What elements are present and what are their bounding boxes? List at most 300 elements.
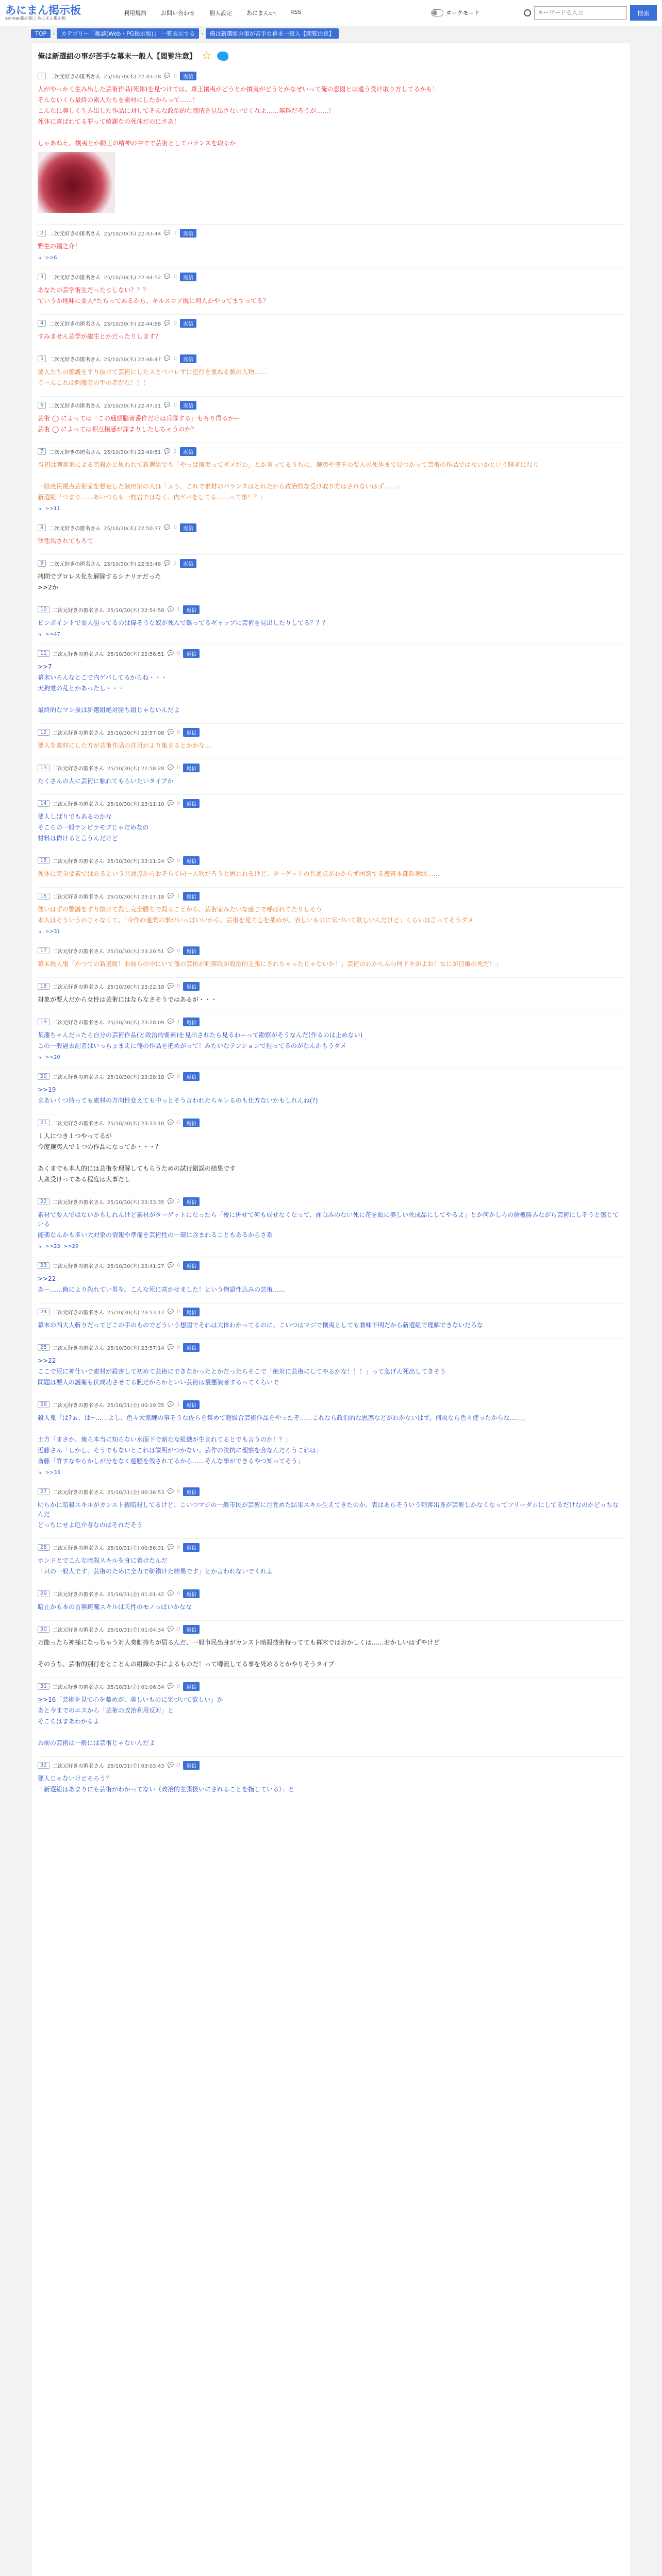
post — [38, 724, 624, 759]
post-body — [38, 367, 624, 387]
reply-bubble-icon: 💬 — [167, 948, 174, 954]
nav-contact[interactable]: お問い合わせ — [161, 10, 195, 16]
poster-name: 二次元好きの匿名さん — [49, 562, 101, 567]
post — [38, 1114, 624, 1193]
reply-button[interactable]: 返信 — [183, 892, 200, 901]
reply-anchors — [38, 506, 624, 512]
reply-count: 0 — [177, 651, 180, 656]
post-body — [38, 285, 624, 306]
post-line: 幕末殺人鬼「かつての新選組！お前らの中にいて俺の芸術が刺客政が政治的主張にされちゃったじゃないか！」芸術のわからん与何ドキがよお！なにが目編の死だ！」 — [38, 960, 502, 968]
reply-bubble-icon: 💬 — [167, 1309, 174, 1315]
reply-anchors — [38, 929, 624, 935]
poster-name: 二次元好きの匿名さん — [49, 321, 101, 327]
post-line: >>22 — [38, 1275, 56, 1282]
post-date: 25/10/31(金) 00:56:31 — [107, 1546, 164, 1551]
poster-name: 二次元好きの匿名さん — [52, 608, 104, 614]
post-line: あー……俺により殺れてい男を。こんな死に咲かせました！という物語性込みの芸術…… — [38, 1286, 286, 1293]
post-line: 素材で要人ではないかもしれんけど素材がターゲットになったら「後に併せて何も成せなくなって、面白みのない死に花を頭に美しい死成品にしてやるよ」とか何かしらの倫覆勝みながら芸術にしそうと感じている — [38, 1211, 619, 1228]
reply-bubble-icon: 💬 — [167, 1545, 174, 1550]
reply-button[interactable]: 返信 — [183, 1487, 200, 1496]
reply-button[interactable]: 返信 — [183, 982, 200, 991]
post-body — [38, 414, 624, 434]
post-number[interactable]: 19 — [38, 1019, 49, 1025]
post-number[interactable]: 12 — [38, 729, 49, 736]
reply-button[interactable]: 返信 — [183, 1118, 200, 1127]
post — [38, 942, 624, 978]
post-meta — [38, 1543, 624, 1552]
post-line: こんなに美しく生み出した作品に対してそんな政治的な感情を見出さないでくれよ……無粋だろうが……！ — [38, 107, 335, 114]
post-body — [38, 1085, 624, 1105]
post-meta — [38, 1761, 624, 1770]
reply-arrow-icon: ↳ — [38, 1244, 42, 1249]
reply-button[interactable]: 返信 — [180, 401, 196, 410]
reply-count: 0 — [173, 525, 177, 531]
toggle-switch-icon[interactable] — [431, 9, 443, 16]
post-date: 25/10/30(木) 22:44:58 — [104, 321, 161, 327]
post-number[interactable]: 21 — [38, 1120, 49, 1126]
post — [38, 1621, 624, 1678]
reply-anchor-link[interactable]: >>47 — [45, 632, 60, 637]
reply-button[interactable]: 返信 — [183, 856, 200, 865]
poster-name: 二次元好きの匿名さん — [49, 526, 101, 532]
post-body — [38, 1500, 624, 1530]
post-line: ピンポイントで要人狙ってるのは偉そうな奴が死んで難ってるギャップに芸術を見出したりしてる？？？ — [38, 619, 329, 626]
reply-button[interactable]: 返信 — [180, 447, 196, 456]
post-number[interactable]: 28 — [38, 1544, 49, 1551]
search-icon — [524, 9, 531, 16]
post-line: 死体に喜ばれてる罪って綺麗なの死体だのにさあ！ — [38, 118, 180, 125]
post-number[interactable]: 22 — [38, 1198, 49, 1205]
poster-name: 二次元好きの匿名さん — [52, 766, 104, 772]
post-number[interactable]: 13 — [38, 765, 49, 771]
reply-bubble-icon: 💬 — [167, 1591, 174, 1597]
post-body — [38, 1695, 624, 1748]
post — [38, 1396, 624, 1483]
post-date: 25/10/30(木) 23:22:18 — [107, 985, 164, 990]
reply-button[interactable]: 返信 — [183, 1543, 200, 1552]
post-date: 25/10/30(木) 22:43:18 — [104, 74, 161, 80]
post-body — [38, 1556, 624, 1576]
post-body — [38, 1774, 624, 1794]
reply-button[interactable]: 返信 — [180, 229, 196, 238]
post-meta — [38, 1589, 624, 1598]
post — [38, 795, 624, 852]
favorite-star-icon[interactable]: ☆ — [202, 49, 212, 62]
logo-title: あにまん掲示板 — [5, 4, 81, 16]
post-number[interactable]: 1 — [38, 73, 46, 79]
post-meta — [38, 764, 624, 772]
post — [38, 397, 624, 443]
poster-name: 二次元好きの匿名さん — [52, 1685, 104, 1690]
search-button[interactable]: 検索 — [630, 5, 657, 21]
reply-anchor-link[interactable]: >>29 — [63, 1244, 79, 1249]
post-date: 25/10/31(金) 00:36:53 — [107, 1490, 164, 1496]
reply-bubble-icon: 💬 — [167, 1074, 174, 1079]
poster-name: 二次元好きの匿名さん — [52, 1546, 104, 1551]
reply-anchor-link[interactable]: >>23 — [45, 1244, 60, 1249]
twitter-share-icon[interactable] — [217, 52, 228, 61]
post-line: 能楽なんかも多い大対象の情報や準備を芸術性の一環に含まれることもあるからさ系 — [38, 1231, 273, 1239]
post-meta — [38, 649, 624, 658]
post-body — [38, 618, 624, 628]
poster-name: 二次元好きの匿名さん — [52, 949, 104, 955]
reply-bubble-icon: 💬 — [167, 1684, 174, 1689]
post — [38, 888, 624, 942]
post — [38, 601, 624, 645]
post-body — [38, 1131, 624, 1184]
poster-name: 二次元好きの匿名さん — [52, 1592, 104, 1598]
reply-bubble-icon: 💬 — [167, 1120, 174, 1126]
post-number[interactable]: 2 — [38, 230, 46, 236]
poster-name: 二次元好きの匿名さん — [52, 1764, 104, 1769]
post-number[interactable]: 30 — [38, 1626, 49, 1633]
site-logo[interactable] — [0, 5, 108, 21]
reply-button[interactable]: 返信 — [183, 946, 200, 955]
post-meta — [38, 1118, 624, 1127]
poster-name: 二次元好きの匿名さん — [49, 231, 101, 237]
post-number[interactable]: 5 — [38, 355, 46, 362]
post-number[interactable]: 6 — [38, 402, 46, 409]
post-number[interactable]: 26 — [38, 1401, 49, 1408]
post — [38, 519, 624, 555]
post-meta — [38, 1625, 624, 1634]
post-number[interactable]: 29 — [38, 1590, 49, 1597]
post-line: そこらの一般テンピラモブじゃだめなの — [38, 824, 149, 831]
reply-button[interactable]: 返信 — [183, 605, 200, 614]
post-body — [38, 1356, 624, 1387]
reply-count: 0 — [177, 765, 180, 771]
post-meta — [38, 605, 624, 614]
search-input[interactable] — [534, 6, 627, 20]
post-body — [38, 1602, 624, 1612]
post-number[interactable]: 7 — [38, 448, 46, 455]
post-meta — [38, 799, 624, 808]
dark-mode-toggle[interactable] — [431, 9, 479, 17]
post-number[interactable]: 11 — [38, 650, 49, 657]
post-line: 彼いはずの警護をすり抜けて殺し完全勝ちで殺ることから、芸術家みたいな感じで呼ばれてたりしそう — [38, 906, 322, 913]
post-meta — [38, 559, 624, 568]
post-number[interactable]: 14 — [38, 800, 49, 807]
reply-count: 0 — [177, 1626, 180, 1632]
reply-count: 1 — [173, 561, 177, 566]
post-meta — [38, 319, 624, 328]
post — [38, 1068, 624, 1114]
post-date: 25/10/30(木) 22:43:44 — [104, 231, 161, 237]
post-number[interactable]: 4 — [38, 320, 46, 327]
breadcrumb-thread[interactable]: 俺は新選組の事が苦手な幕末一般人【閲覧注意】 — [206, 28, 339, 39]
post-line: たくさんの人に芸術に触れてもらいたいタイプか — [38, 777, 174, 785]
reply-button[interactable]: 返信 — [180, 354, 196, 363]
post-body — [38, 1210, 624, 1240]
post-body — [38, 1274, 624, 1294]
reply-count: 0 — [177, 801, 180, 806]
post-meta — [38, 1400, 624, 1409]
reply-button[interactable]: 返信 — [180, 319, 196, 328]
post-line: 近藤さん「しかし、そうでもないとこれは説明がつかない。芸作の決抗に理察を合なんだろうこれは」 — [38, 1447, 323, 1454]
post-line: 問題は要人の護衛も伏成功させてる腕だからかといい芸術は最悪演者するってくらいで — [38, 1379, 279, 1386]
reply-count: 0 — [173, 402, 177, 408]
post — [38, 350, 624, 397]
post — [38, 67, 624, 225]
reply-anchor-link[interactable]: >>31 — [45, 929, 60, 935]
post-date: 25/10/31(金) 01:04:34 — [107, 1628, 164, 1633]
reply-count: 0 — [173, 73, 177, 79]
post-line — [38, 471, 624, 480]
poster-name: 二次元好きの匿名さん — [49, 275, 101, 281]
reply-anchors — [38, 1244, 624, 1249]
post-meta — [38, 1343, 624, 1352]
nav-settings[interactable]: 個人設定 — [209, 10, 232, 16]
post-line: 本人はそういうのじゃなくて、「今作の通業の事がいっぱいいから、芸術を見て心を薬めが、表しいものに気づいて欲しいんだけど」くらいは言ってそうダメ — [38, 917, 474, 924]
reply-count: 0 — [177, 948, 180, 954]
reply-button[interactable]: 返信 — [183, 764, 200, 772]
post-line: この一般過去記者はいっちょまえに俺の作品を把めがって！みたいなテンションで狙ってるのがなんかもうダメ — [38, 1042, 346, 1049]
reply-bubble-icon: 💬 — [164, 73, 171, 79]
reply-bubble-icon: 💬 — [167, 1762, 174, 1768]
post-line: 材料は偉けると言うんだけど — [38, 835, 119, 842]
nav-rss[interactable]: RSS — [290, 9, 302, 15]
reply-anchors — [38, 255, 624, 261]
post-line: 大衆受けってある程度は大事だし — [38, 1176, 131, 1183]
reply-button[interactable]: 返信 — [183, 1625, 200, 1634]
post-line: うーんこれは刺激者の手の者だな！！！ — [38, 379, 150, 386]
post-line: 新選組「つまり……あいつらも一枚岩ではなく、内ゲバをしてる……って事！？」 — [38, 494, 267, 501]
post-line: すみません芸学が龍生とかだったりします？ — [38, 333, 162, 340]
post-line: 人がやっかく生み出した芸術作品(死体)を見つけては、尊王攘夷がどうとか攘夷がどうとかなぜいって俺の意図とは違う受け取り方してるかも！ — [38, 86, 439, 93]
reply-arrow-icon: ↳ — [38, 506, 42, 512]
poster-name: 二次元好きの匿名さん — [52, 1628, 104, 1633]
post-date: 25/10/30(木) 23:28:09 — [107, 1020, 164, 1026]
post-number[interactable]: 31 — [38, 1683, 49, 1690]
reply-button[interactable]: 返信 — [183, 1343, 200, 1352]
reply-button[interactable]: 返信 — [180, 72, 196, 80]
post-line — [38, 128, 624, 137]
post-number[interactable]: 25 — [38, 1344, 49, 1351]
poster-name: 二次元好きの匿名さん — [49, 74, 101, 80]
post-date: 25/10/30(木) 22:56:51 — [107, 652, 164, 657]
post-line: 最終的なマシ扱は新選組絶対勝ち組じゃないんだよ — [38, 706, 180, 714]
poster-name: 二次元好きの匿名さん — [52, 1346, 104, 1351]
reply-count: 0 — [177, 1545, 180, 1550]
top-nav — [124, 9, 302, 17]
post-line: お前の芸術は一般には芸術じゃないんだよ — [38, 1739, 156, 1747]
post-line: 明らかに暗殺スキルがカンスト殺暗殺してるけど、こいつマジの一般市民が芸術に目覚めた結果スキル生えてきたのか、表はあらそういう刺客出身が芸術しかなくなってフリーダムにしてるだけなのかどっちなんだ — [38, 1501, 619, 1518]
poster-name: 二次元好きの匿名さん — [52, 1264, 104, 1269]
post-body — [38, 332, 624, 341]
reply-button[interactable]: 返信 — [183, 1261, 200, 1270]
post-meta — [38, 523, 624, 532]
post-meta — [38, 946, 624, 955]
post-list — [38, 67, 624, 1803]
breadcrumb-separator-icon: › — [53, 30, 55, 37]
reply-button[interactable]: 返信 — [183, 1682, 200, 1691]
poster-name: 二次元好きの匿名さん — [49, 403, 101, 409]
post-number[interactable]: 20 — [38, 1073, 49, 1080]
post — [38, 1339, 624, 1396]
post — [38, 225, 624, 268]
post-line: 斎藤「許すなやらかしが分をなく遊騒を残されてるから……そんな事ができるやつ知ってそう」 — [38, 1458, 304, 1465]
post-line: >>22 — [38, 1357, 56, 1364]
post-number[interactable]: 10 — [38, 606, 49, 613]
post-line: １人につき１つやってるが — [38, 1132, 112, 1140]
reply-count: 1 — [173, 230, 177, 236]
reply-count: 0 — [173, 274, 177, 280]
reply-button[interactable]: 返信 — [183, 1072, 200, 1081]
reply-button[interactable]: 返信 — [183, 1400, 200, 1409]
reply-button[interactable]: 返信 — [183, 1589, 200, 1598]
breadcrumb-separator-icon: › — [201, 30, 204, 37]
breadcrumb-category[interactable]: カテゴリー「雑談(Web・PG掲示板)」 一覧表示する — [57, 28, 199, 39]
post-meta — [38, 1308, 624, 1316]
reply-button[interactable]: 返信 — [183, 1197, 200, 1206]
post-line: >>2か — [38, 584, 58, 591]
post-number[interactable]: 8 — [38, 524, 46, 531]
post-number[interactable]: 3 — [38, 274, 46, 280]
reply-count: 1 — [173, 449, 177, 454]
reply-arrow-icon: ↳ — [38, 255, 42, 261]
post-meta — [38, 1261, 624, 1270]
poster-name: 二次元好きの匿名さん — [49, 357, 101, 363]
reply-bubble-icon: 💬 — [167, 1019, 174, 1025]
reply-bubble-icon: 💬 — [164, 320, 171, 326]
poster-name: 二次元好きの匿名さん — [52, 1200, 104, 1206]
reply-bubble-icon: 💬 — [167, 1402, 174, 1408]
post-body — [38, 1030, 624, 1050]
reply-button[interactable]: 返信 — [183, 799, 200, 808]
post-body — [38, 776, 624, 786]
post-line: 幕末いろんなとこで内ゲバしてるからね・・・ — [38, 674, 168, 681]
post — [38, 1757, 624, 1803]
post-date: 25/10/30(木) 23:53:12 — [107, 1310, 164, 1316]
post — [38, 1585, 624, 1621]
poster-name: 二次元好きの匿名さん — [52, 985, 104, 990]
post-line — [38, 1649, 624, 1658]
post — [38, 1678, 624, 1757]
reply-count: 0 — [177, 984, 180, 989]
reply-count: 1 — [177, 607, 180, 613]
reply-bubble-icon: 💬 — [167, 858, 174, 863]
post-date: 25/10/31(金) 01:06:34 — [107, 1685, 164, 1690]
post-number[interactable]: 24 — [38, 1309, 49, 1315]
post-meta — [38, 354, 624, 363]
thread-container — [31, 43, 631, 2576]
post-number[interactable]: 17 — [38, 947, 49, 954]
reply-count: 0 — [177, 1309, 180, 1315]
post-date: 25/10/30(木) 23:33:35 — [107, 1200, 164, 1206]
reply-bubble-icon: 💬 — [167, 1489, 174, 1495]
reply-arrow-icon: ↳ — [38, 929, 42, 935]
post — [38, 1193, 624, 1257]
header-right — [431, 5, 662, 21]
post-number[interactable]: 9 — [38, 560, 46, 567]
post-date: 25/10/30(木) 22:57:08 — [107, 731, 164, 736]
reply-button[interactable]: 返信 — [183, 649, 200, 658]
post-meta — [38, 982, 624, 991]
reply-anchor-link[interactable]: >>33 — [45, 1470, 60, 1476]
post-line: 個性出されてもろて — [38, 537, 93, 545]
post-meta — [38, 892, 624, 901]
reply-button[interactable]: 返信 — [180, 273, 196, 281]
poster-name: 二次元好きの匿名さん — [52, 802, 104, 807]
poster-name: 二次元好きの匿名さん — [52, 652, 104, 657]
reply-button[interactable]: 返信 — [183, 1761, 200, 1770]
post-line: >>19 — [38, 1086, 56, 1093]
reply-arrow-icon: ↳ — [38, 1055, 42, 1060]
reply-count: 0 — [177, 1684, 180, 1689]
reply-bubble-icon: 💬 — [164, 356, 171, 362]
post-line — [38, 1424, 624, 1433]
reply-button[interactable]: 返信 — [183, 1018, 200, 1026]
post-meta — [38, 229, 624, 238]
reply-bubble-icon: 💬 — [164, 561, 171, 566]
post-number[interactable]: 18 — [38, 983, 49, 990]
poster-name: 二次元好きの匿名さん — [52, 731, 104, 736]
reply-count: 0 — [177, 858, 180, 863]
post-date: 25/10/30(木) 22:58:28 — [107, 766, 164, 772]
post-body — [38, 905, 624, 925]
reply-count: 0 — [177, 1263, 180, 1268]
post-meta — [38, 728, 624, 737]
reply-button[interactable]: 返信 — [180, 523, 196, 532]
post-date: 25/10/30(木) 22:49:51 — [104, 450, 161, 455]
reply-bubble-icon: 💬 — [167, 1345, 174, 1350]
reply-count: 1 — [177, 893, 180, 899]
post-number[interactable]: 27 — [38, 1488, 49, 1495]
reply-bubble-icon: 💬 — [167, 765, 174, 771]
post-line: 要人しばりでもあるのかな — [38, 813, 112, 820]
reply-anchor-link[interactable]: >>11 — [45, 506, 60, 512]
post — [38, 555, 624, 601]
reply-count: 0 — [177, 1591, 180, 1597]
breadcrumb-top[interactable]: TOP — [31, 29, 51, 38]
reply-button[interactable]: 返信 — [183, 728, 200, 737]
post — [38, 1483, 624, 1539]
post — [38, 1013, 624, 1068]
reply-anchor-link[interactable]: >>20 — [45, 1055, 60, 1060]
post-line: 暗止かも本の首無鋳魔スキルは天性のモノっぽいかなな — [38, 1603, 192, 1611]
post — [38, 852, 624, 888]
post-number[interactable]: 23 — [38, 1262, 49, 1269]
post-date: 25/10/30(木) 22:44:52 — [104, 275, 161, 281]
post-body — [38, 536, 624, 546]
post-line: 殺人鬼「は?ぁ、は~……よし、色々大家醜の事そうな佐らを集めて超級合芸術作品をやったぞ……これなら政治的な思惑などがわかないはず。何故なら色々使ったからな……」 — [38, 1414, 528, 1421]
post-line: 当初は刺客家による暗殺かと思われて新選組でも「やっぱ攘夷ってダメだわ」とか言ってるうちに、攘夷や尊王の要人の死体まで見つかって芸術の作品ではないかという騒ぎになり — [38, 461, 539, 468]
post-date: 25/10/30(木) 22:54:58 — [107, 608, 164, 614]
reply-bubble-icon: 💬 — [164, 402, 171, 408]
reply-bubble-icon: 💬 — [164, 449, 171, 454]
post-body — [38, 1320, 624, 1330]
post-image[interactable] — [38, 152, 115, 213]
reply-button[interactable]: 返信 — [180, 559, 196, 568]
reply-button[interactable]: 返信 — [183, 1308, 200, 1316]
post-line: 芸術 ◯ によっては「この通頭脳者番作だけは兵隊する」も有り得るかー — [38, 415, 241, 422]
post — [38, 315, 624, 350]
post-date: 25/10/30(木) 23:28:18 — [107, 1075, 164, 1080]
reply-bubble-icon: 💬 — [164, 525, 171, 531]
post-number[interactable]: 32 — [38, 1762, 49, 1769]
post-number[interactable]: 15 — [38, 857, 49, 864]
post-line: 今度攘夷人で１つの作品になってか・・・？ — [38, 1143, 162, 1150]
reply-count: 2 — [177, 1199, 180, 1205]
nav-terms[interactable]: 利用規約 — [124, 10, 146, 16]
reply-anchor-link[interactable]: >>6 — [45, 255, 57, 261]
poster-name: 二次元好きの匿名さん — [52, 859, 104, 865]
nav-animanch[interactable]: あにまんch — [246, 10, 276, 16]
poster-name: 二次元好きの匿名さん — [49, 450, 101, 455]
post-number[interactable]: 16 — [38, 893, 49, 900]
post-line: 野生の福之介！ — [38, 243, 81, 250]
reply-count: 0 — [177, 1345, 180, 1350]
